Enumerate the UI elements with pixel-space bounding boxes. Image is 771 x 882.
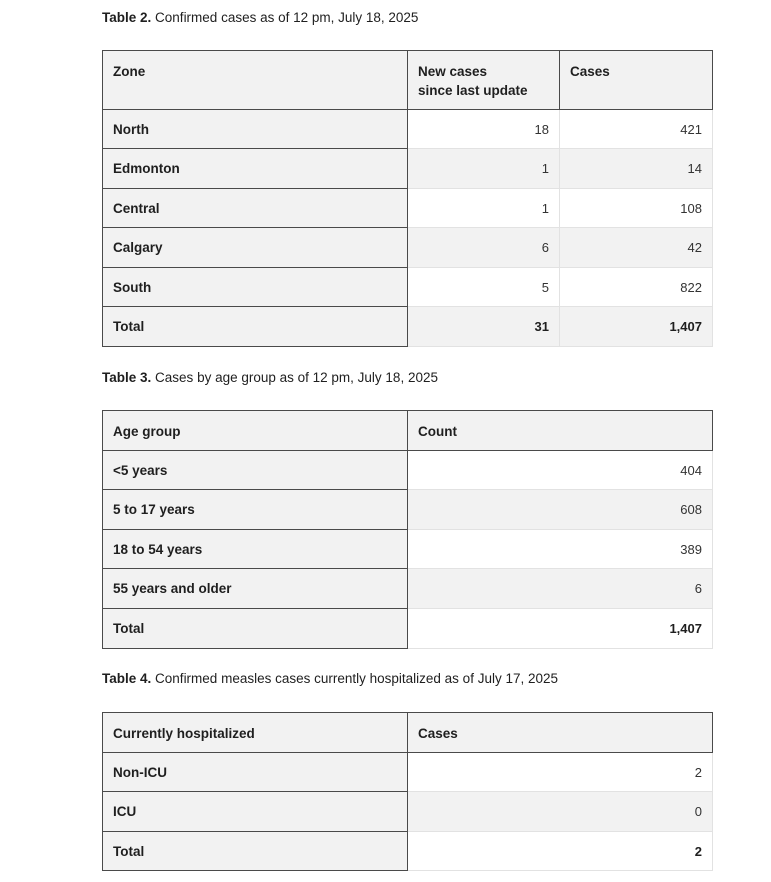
table4-caption-text: Confirmed measles cases currently hospitalized as of July 17, 2025 bbox=[155, 671, 558, 686]
table4-hospitalized bbox=[102, 712, 713, 871]
hospital-status-cell: Total bbox=[103, 832, 408, 871]
age-group-cell: 18 to 54 years bbox=[103, 530, 408, 569]
table2-caption bbox=[102, 9, 418, 27]
table2-header-zone: Zone bbox=[103, 51, 408, 110]
table-row bbox=[103, 268, 713, 307]
cases-cell: 42 bbox=[560, 228, 713, 268]
zone-cell: North bbox=[103, 110, 408, 149]
zone-cell: Central bbox=[103, 189, 408, 228]
new-cases-cell: 18 bbox=[408, 110, 560, 149]
table-row bbox=[103, 753, 713, 792]
table2-header-row bbox=[103, 51, 713, 110]
table-row bbox=[103, 792, 713, 832]
cases-cell: 108 bbox=[560, 189, 713, 228]
count-cell: 1,407 bbox=[408, 609, 713, 649]
new-cases-cell: 31 bbox=[408, 307, 560, 347]
table-row bbox=[103, 149, 713, 189]
table-row bbox=[103, 569, 713, 609]
table2-caption-text: Confirmed cases as of 12 pm, July 18, 2025 bbox=[155, 10, 419, 25]
table2-confirmed-cases bbox=[102, 50, 713, 347]
zone-cell: Edmonton bbox=[103, 149, 408, 189]
table4-header-cases: Cases bbox=[408, 713, 713, 753]
table3-caption-label: Table 3. bbox=[102, 370, 152, 385]
table2-caption-label: Table 2. bbox=[102, 10, 152, 25]
table2-total-row bbox=[103, 307, 713, 347]
new-cases-cell: 1 bbox=[408, 189, 560, 228]
age-group-cell: 55 years and older bbox=[103, 569, 408, 609]
zone-cell: South bbox=[103, 268, 408, 307]
table3-total-row bbox=[103, 609, 713, 649]
hospital-status-cell: ICU bbox=[103, 792, 408, 832]
table-row bbox=[103, 490, 713, 530]
table2-header-new-cases bbox=[408, 51, 560, 110]
new-cases-cell: 6 bbox=[408, 228, 560, 268]
table3-caption-text: Cases by age group as of 12 pm, July 18, 2025 bbox=[155, 370, 438, 385]
table2-header-new-line2: since last update bbox=[418, 83, 528, 98]
table3-header-count: Count bbox=[408, 411, 713, 451]
table-row bbox=[103, 451, 713, 490]
new-cases-cell: 1 bbox=[408, 149, 560, 189]
table2-header-cases: Cases bbox=[560, 51, 713, 110]
table3-age-groups bbox=[102, 410, 713, 649]
count-cell: 389 bbox=[408, 530, 713, 569]
table-row bbox=[103, 189, 713, 228]
count-cell: 404 bbox=[408, 451, 713, 490]
table-row bbox=[103, 228, 713, 268]
zone-cell: Total bbox=[103, 307, 408, 347]
table-row bbox=[103, 530, 713, 569]
table3-header-age-group: Age group bbox=[103, 411, 408, 451]
age-group-cell: Total bbox=[103, 609, 408, 649]
table2-header-new-line1: New cases bbox=[418, 64, 488, 79]
hospital-status-cell: Non-ICU bbox=[103, 753, 408, 792]
cases-cell: 2 bbox=[408, 753, 713, 792]
count-cell: 608 bbox=[408, 490, 713, 530]
table-row bbox=[103, 110, 713, 149]
table4-header-row bbox=[103, 713, 713, 753]
cases-cell: 421 bbox=[560, 110, 713, 149]
cases-cell: 0 bbox=[408, 792, 713, 832]
age-group-cell: 5 to 17 years bbox=[103, 490, 408, 530]
count-cell: 6 bbox=[408, 569, 713, 609]
table3-header-row bbox=[103, 411, 713, 451]
table4-header-currently-hospitalized: Currently hospitalized bbox=[103, 713, 408, 753]
table4-caption bbox=[102, 670, 558, 688]
table3-caption bbox=[102, 369, 438, 387]
cases-cell: 1,407 bbox=[560, 307, 713, 347]
table4-caption-label: Table 4. bbox=[102, 671, 152, 686]
cases-cell: 14 bbox=[560, 149, 713, 189]
cases-cell: 2 bbox=[408, 832, 713, 871]
zone-cell: Calgary bbox=[103, 228, 408, 268]
new-cases-cell: 5 bbox=[408, 268, 560, 307]
cases-cell: 822 bbox=[560, 268, 713, 307]
age-group-cell: <5 years bbox=[103, 451, 408, 490]
table4-total-row bbox=[103, 832, 713, 871]
